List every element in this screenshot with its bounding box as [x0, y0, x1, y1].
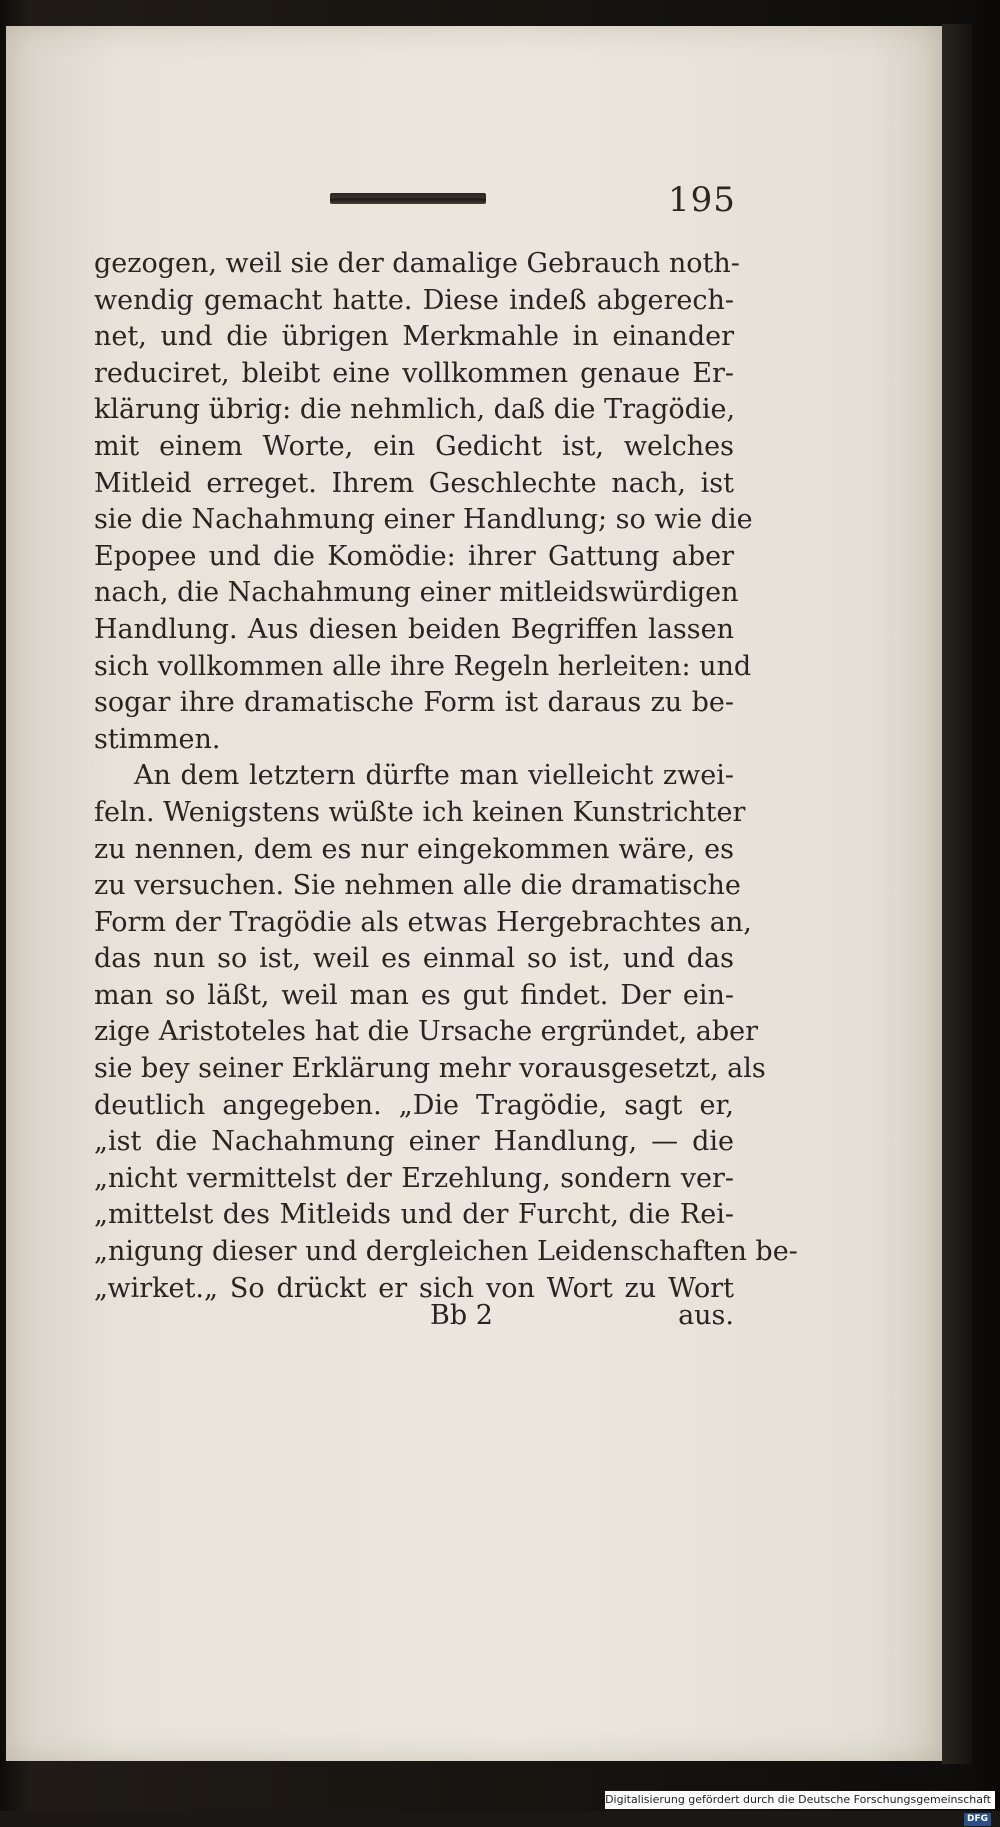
text-line: sogar ihre dramatische Form ist daraus zu be- — [94, 687, 734, 719]
digitization-credit — [605, 1791, 995, 1824]
text-line: Mitleid erreget. Ihrem Geschlechte nach, ist — [94, 467, 734, 499]
text-line: „mittelst des Mitleids und der Furcht, die Rei- — [94, 1199, 734, 1231]
text-line: reduciret, bleibt eine vollkommen genaue Er- — [94, 357, 734, 389]
dfg-logo: DFG — [964, 1813, 991, 1826]
text-line: mit einem Worte, ein Gedicht ist, welches — [94, 430, 734, 462]
text-line: „nicht vermittelst der Erzehlung, sondern ver- — [94, 1162, 734, 1194]
text-line: gezogen, weil sie der damalige Gebrauch noth- — [94, 248, 740, 279]
text-line: sich vollkommen alle ihre Regeln herleiten: und — [94, 650, 752, 682]
text-line: „wirket.„ So drückt er sich von Wort zu Wort — [94, 1272, 734, 1304]
text-line: nach, die Nachahmung einer mitleidswürdigen — [94, 577, 739, 609]
text-line: Handlung. Aus diesen beiden Begriffen lassen — [94, 613, 734, 645]
text-line: stimmen. — [94, 723, 221, 755]
catchword: aus. — [678, 1300, 734, 1331]
text-line: sie die Nachahmung einer Handlung; so wie die — [94, 504, 753, 536]
text-line: sie bey seiner Erklärung mehr vorausgesetzt, als — [94, 1053, 766, 1085]
text-line: das nun so ist, weil es einmal so ist, und das — [94, 943, 734, 975]
page-number: 195 — [668, 180, 736, 220]
text-line: zu versuchen. Sie nehmen alle die dramatische — [94, 870, 741, 902]
text-line: deutlich angegeben. „Die Tragödie, sagt er, — [94, 1089, 734, 1121]
text-line: „nigung dieser und dergleichen Leidenschaften be- — [94, 1236, 798, 1268]
text-line: feln. Wenigstens wüßte ich keinen Kunstrichter — [94, 796, 746, 828]
header-ornament-rule — [330, 193, 486, 204]
text-line: „ist die Nachahmung einer Handlung, — die — [94, 1126, 734, 1158]
text-line: wendig gemacht hatte. Diese indeß abgerech- — [94, 284, 734, 316]
text-line: Epopee und die Komödie: ihrer Gattung aber — [94, 540, 734, 572]
book-page-edge — [942, 24, 972, 1764]
text-line: klärung übrig: die nehmlich, daß die Tragödie, — [94, 394, 736, 426]
signature-line — [430, 1300, 734, 1336]
text-line: Form der Tragödie als etwas Hergebrachtes an, — [94, 906, 752, 938]
credit-text: Digitalisierung gefördert durch die Deutsche Forschungsgemeinschaft - — [605, 1793, 991, 1824]
text-line: man so läßt, weil man es gut findet. Der ein- — [94, 979, 734, 1011]
text-line: zu nennen, dem es nur eingekommen wäre, es — [94, 833, 734, 865]
text-line: zige Aristoteles hat die Ursache ergründet, aber — [94, 1016, 759, 1048]
body-text — [94, 246, 798, 1307]
text-line: An dem letztern dürfte man vielleicht zwei- — [134, 760, 734, 792]
signature-mark: Bb 2 — [430, 1300, 493, 1331]
text-line: net, und die übrigen Merkmahle in einander — [94, 321, 734, 353]
